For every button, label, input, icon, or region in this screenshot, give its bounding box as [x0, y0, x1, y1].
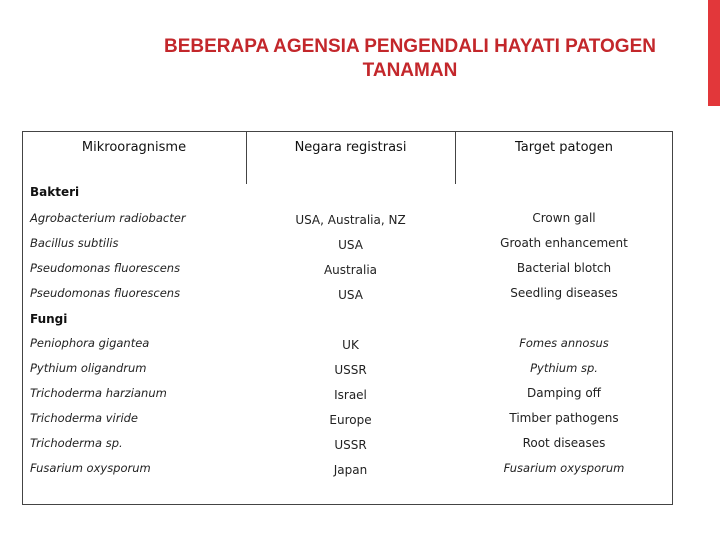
- target-cell: Root diseases: [522, 436, 606, 450]
- country-cell: USSR: [334, 438, 367, 452]
- section-label-fungi: Fungi: [30, 312, 68, 326]
- country-cell: Israel: [334, 388, 367, 402]
- page-title-line-1: BEBERAPA AGENSIA PENGENDALI HAYATI PATOGEN: [164, 36, 656, 57]
- organism-cell: Pythium oligandrum: [30, 361, 147, 375]
- section-label-bakteri: Bakteri: [30, 185, 80, 199]
- organism-cell: Peniophora gigantea: [30, 336, 150, 350]
- country-cell: Europe: [329, 413, 372, 427]
- country-cell: USA: [338, 238, 363, 252]
- organism-cell: Trichoderma viride: [30, 411, 139, 425]
- target-cell: Crown gall: [532, 211, 596, 225]
- target-cell: Seedling diseases: [510, 286, 618, 300]
- country-cell: USA, Australia, NZ: [295, 213, 406, 227]
- country-cell: USA: [338, 288, 363, 302]
- organism-cell: Trichoderma harzianum: [30, 386, 167, 400]
- column-divider: [246, 131, 247, 184]
- header-target: Target patogen: [514, 140, 614, 155]
- country-cell: Australia: [323, 263, 378, 277]
- target-cell: Fusarium oxysporum: [503, 461, 625, 475]
- header-country: Negara registrasi: [294, 140, 407, 155]
- organism-cell: Trichoderma sp.: [30, 436, 123, 450]
- organism-cell: Agrobacterium radiobacter: [30, 211, 186, 225]
- target-cell: Damping off: [527, 386, 601, 400]
- target-cell: Fomes annosus: [519, 336, 609, 350]
- country-cell: USSR: [334, 363, 367, 377]
- country-cell: UK: [342, 338, 359, 352]
- page-title-line-2: TANAMAN: [362, 60, 458, 81]
- target-cell: Groath enhancement: [500, 236, 628, 250]
- target-cell: Pythium sp.: [530, 361, 598, 375]
- target-cell: Bacterial blotch: [516, 261, 612, 275]
- column-divider: [455, 131, 456, 184]
- header-organism: Mikrooragnisme: [81, 140, 187, 155]
- organism-cell: Pseudomonas fluorescens: [30, 261, 181, 275]
- organism-cell: Fusarium oxysporum: [30, 461, 151, 475]
- target-cell: Timber pathogens: [509, 411, 619, 425]
- organism-cell: Pseudomonas fluorescens: [30, 286, 181, 300]
- organism-cell: Bacillus subtilis: [30, 236, 119, 250]
- country-cell: Japan: [333, 463, 368, 477]
